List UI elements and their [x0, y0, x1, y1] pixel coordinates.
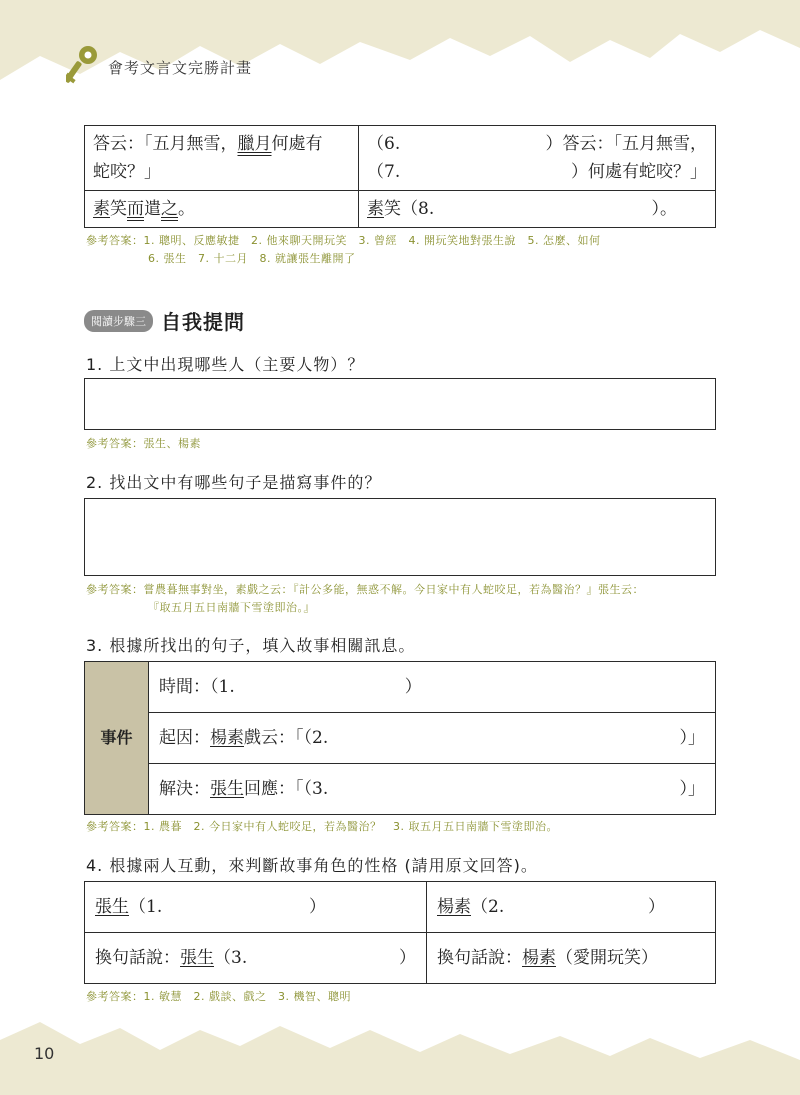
bottom-mountain-decoration: [0, 1000, 800, 1095]
answer-block-1: 參考答案：1. 聰明、反應敏捷 2. 他來聊天開玩笑 3. 曾經 4. 開玩笑地對張生說 5. 怎麼、如何 6. 張生 7. 十二月 8. 就讓張生離開了: [86, 234, 601, 265]
answer-box-2[interactable]: [84, 498, 716, 576]
event-table: [84, 661, 716, 815]
question-2: 2. 找出文中有哪些句子是描寫事件的？: [86, 473, 382, 492]
zhang-trait-cell[interactable]: 張生（1. ）: [85, 882, 427, 933]
zhang-rephrase-cell[interactable]: 換句話說：張生（3. ）: [85, 933, 427, 984]
original-text-cell-1: 答云：「五月無雪，臘月何處有 蛇咬？」: [85, 126, 359, 191]
page-number: 10: [34, 1044, 55, 1063]
resolution-cell[interactable]: 解決：張生回應：「（3. ）」: [149, 764, 716, 815]
time-cell[interactable]: 時間：（1. ）: [149, 662, 716, 713]
event-side-label: 事件: [85, 662, 149, 815]
step-title: 自我提問: [161, 310, 245, 334]
question-3: 3. 根據所找出的句子，填入故事相關訊息。: [86, 636, 416, 655]
translation-cell-2: 素笑（8. ）。: [359, 191, 716, 228]
key-icon: [66, 44, 100, 84]
step-heading: [84, 306, 245, 335]
translation-table: [84, 125, 716, 228]
yang-trait-cell[interactable]: 楊素（2. ）: [427, 882, 716, 933]
answer-4: 參考答案：1. 敏慧 2. 戲談、戲之 3. 機智、聰明: [86, 990, 351, 1003]
cause-cell[interactable]: 起因：楊素戲云：「（2. ）」: [149, 713, 716, 764]
question-1: 1. 上文中出現哪些人（主要人物）？: [86, 355, 365, 374]
translation-cell-1: （6. ）答云：「五月無雪， （7. ）何處有蛇咬？」: [359, 126, 716, 191]
answer-1: 參考答案：張生、楊素: [86, 437, 201, 450]
book-title: 會考文言文完勝計畫: [108, 58, 253, 77]
question-4: 4. 根據兩人互動，來判斷故事角色的性格 (請用原文回答)。: [86, 856, 538, 875]
original-text-cell-2: 素笑而遣之。: [85, 191, 359, 228]
answer-2: 參考答案：嘗農暮無事對坐，素戲之云：『計公多能，無惑不解。今日家中有人蛇咬足，若為醫治？』張生云： 『取五月五日南牆下雪塗即治。』: [86, 583, 644, 614]
step-badge: 閱讀步驟三: [84, 310, 153, 332]
answer-box-1[interactable]: [84, 378, 716, 430]
character-table: [84, 881, 716, 984]
page-header: [66, 44, 252, 84]
answer-3: 參考答案：1. 農暮 2. 今日家中有人蛇咬足，若為醫治？ 3. 取五月五日南牆下雪塗即治。: [86, 820, 558, 833]
yang-rephrase-cell: 換句話說：楊素（愛開玩笑）: [427, 933, 716, 984]
